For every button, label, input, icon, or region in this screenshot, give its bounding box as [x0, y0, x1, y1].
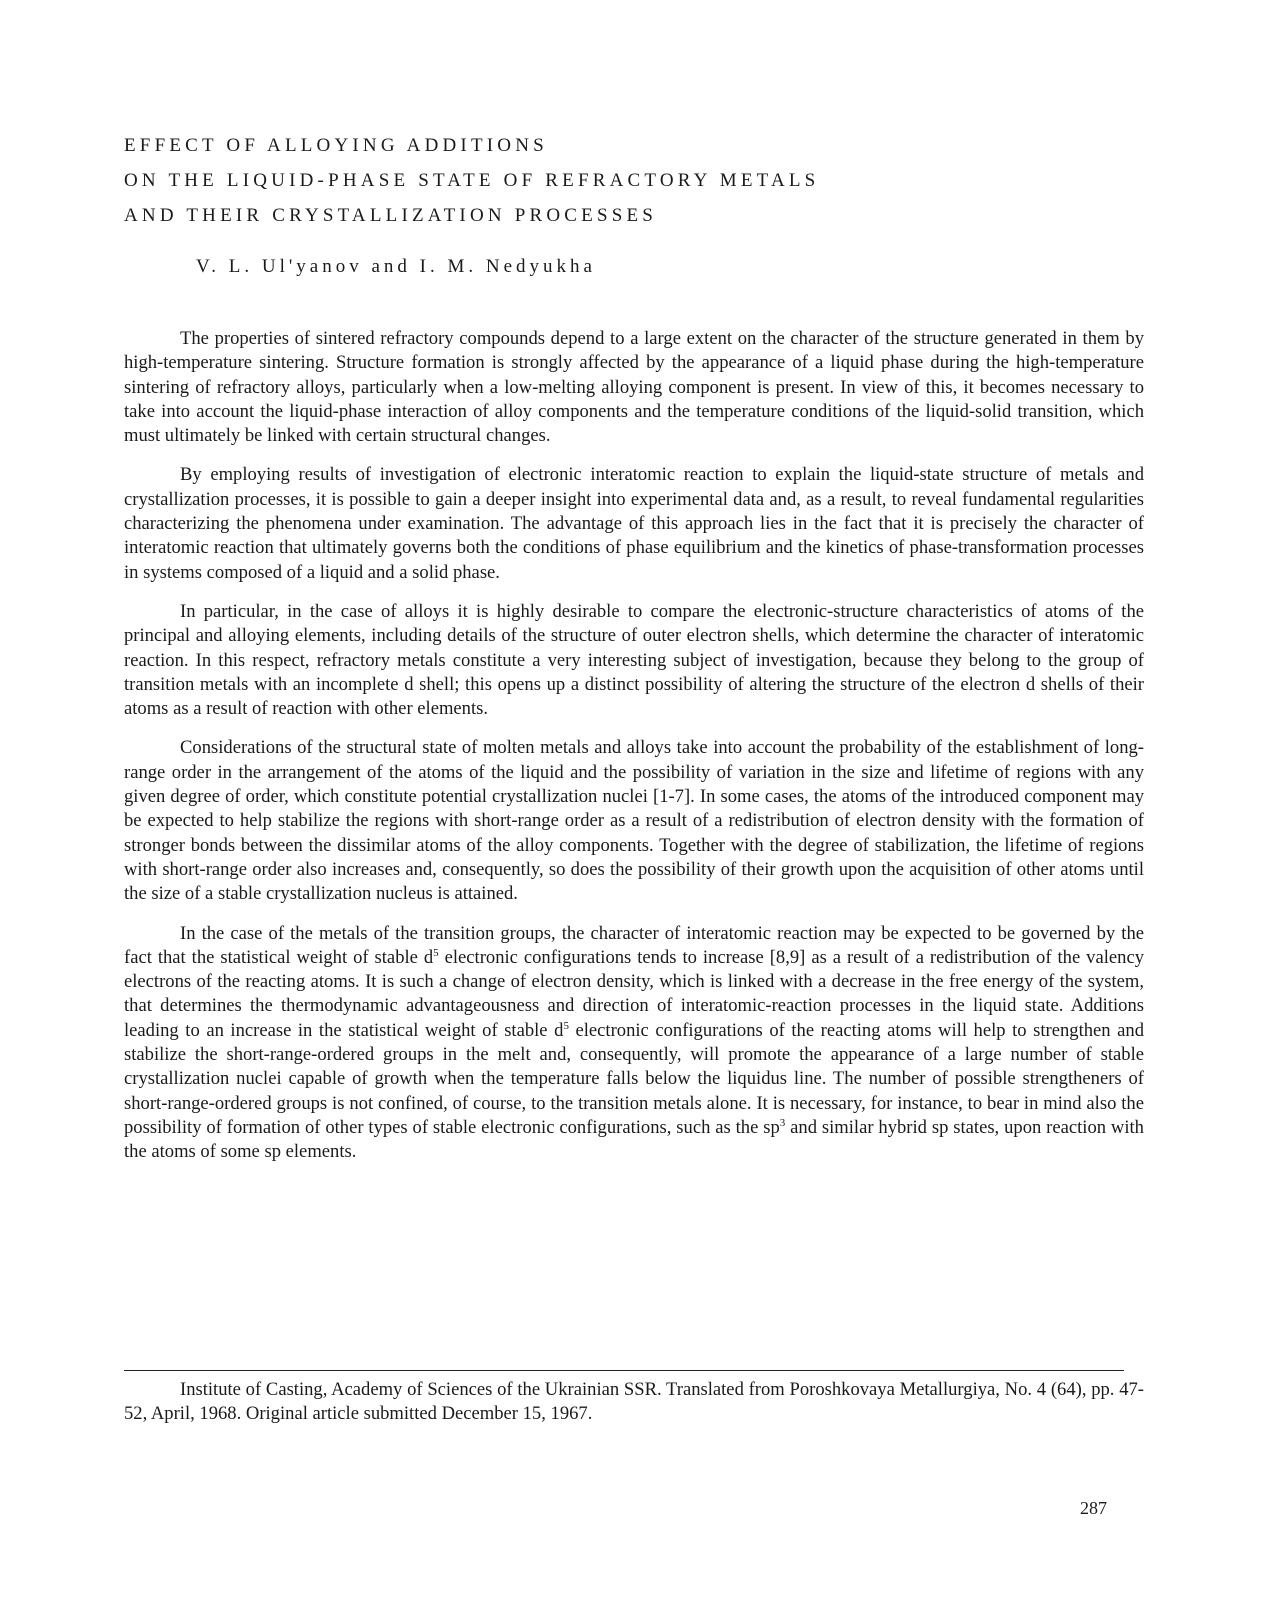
title-line-3: AND THEIR CRYSTALLIZATION PROCESSES	[124, 205, 658, 226]
title-line-1: EFFECT OF ALLOYING ADDITIONS	[124, 135, 548, 156]
paragraph-5-segment-2: electronic configurations tends to increase [8,9] as a result of a redistribution of the valency electrons of the reacting atoms. It is such a change of electron density, which is linked with a decrease in the free energy of the system, that determines the thermodynamic advantageousness and direction of interatomic-reaction processes in the liquid state. Additions leading to an increase in the statistical weight of stable d	[124, 946, 1144, 1041]
body-paragraph-5	[124, 922, 1144, 1165]
superscript-sp3: 3	[779, 1116, 786, 1129]
article-title	[124, 128, 819, 233]
footnote: Institute of Casting, Academy of Sciences of the Ukrainian SSR. Translated from Poroshkovaya Metallurgiya, No. 4 (64), pp. 47-52, April, 1968. Original article submitted December 15, 1967.	[124, 1379, 1144, 1425]
body-paragraph-4: Considerations of the structural state of molten metals and alloys take into account the probability of the establishment of long-range order in the arrangement of the atoms of the liquid and the possibility of variation in the size and lifetime of regions with any given degree of order, which constitute potential crystallization nuclei [1-7]. In some cases, the atoms of the introduced component may be expected to help stabilize the regions with short-range order as a result of a redistribution of electron density with the formation of stronger bonds between the dissimilar atoms of the alloy components. Together with the degree of stabilization, the lifetime of regions with short-range order also increases and, consequently, so does the possibility of their growth upon the acquisition of other atoms until the size of a stable crystallization nucleus is attained.	[124, 737, 1144, 905]
page-number: 287	[1080, 1498, 1107, 1518]
body-paragraph-3: In particular, in the case of alloys it is highly desirable to compare the electronic-structure characteristics of atoms of the principal and alloying elements, including details of the structure of outer electron shells, which determine the character of interatomic reaction. In this respect, refractory metals constitute a very interesting subject of investigation, because they belong to the group of transition metals with an incomplete d shell; this opens up a distinct possibility of altering the structure of the electron d shells of their atoms as a result of reaction with other elements.	[124, 600, 1144, 720]
superscript-d5-second: 5	[563, 1019, 569, 1032]
title-line-2: ON THE LIQUID-PHASE STATE OF REFRACTORY METALS	[124, 170, 820, 191]
superscript-d5-first: 5	[433, 946, 439, 959]
body-paragraph-2: By employing results of investigation of electronic interatomic reaction to explain the liquid-state structure of metals and crystallization processes, it is possible to gain a deeper insight into experimental data and, as a result, to reveal fundamental regularities characterizing the phenomena under examination. The advantage of this approach lies in the fact that it is precisely the character of interatomic reaction that ultimately governs both the conditions of phase equilibrium and the kinetics of phase-transformation processes in systems composed of a liquid and a solid phase.	[124, 464, 1144, 583]
paragraph-5-segment-1: In the case of the metals of the transition groups, the character of interatomic reaction may be expected to be governed by the fact that the statistical weight of stable d	[124, 922, 1144, 968]
paragraph-5-segment-4: and similar hybrid sp states, upon reaction with the atoms of some sp elements.	[124, 1116, 1144, 1163]
paragraph-5-segment-3: electronic configurations of the reacting atoms will help to strengthen and stabilize the short-range-ordered groups in the melt and, consequently, will promote the appearance of a large number of stable crystallization nuclei capable of growth when the temperature falls below the liquidus line. The number of possible strengtheners of short-range-ordered groups is not confined, of course, to the transition metals alone. It is necessary, for instance, to bear in mind also the possibility of formation of other types of stable electronic configurations, such as the sp	[124, 1019, 1145, 1138]
body-paragraph-1: The properties of sintered refractory compounds depend to a large extent on the character of the structure generated in them by high-temperature sintering. Structure formation is strongly affected by the appearance of a liquid phase during the high-temperature sintering of refractory alloys, particularly when a low-melting alloying component is present. In view of this, it becomes necessary to take into account the liquid-phase interaction of alloy components and the temperature conditions of the liquid-solid transition, which must ultimately be linked with certain structural changes.	[124, 328, 1144, 447]
article-body	[124, 327, 1144, 1180]
article-authors: V. L. Ul'yanov and I. M. Nedyukha	[196, 256, 596, 277]
footnote-divider	[124, 1370, 1124, 1371]
